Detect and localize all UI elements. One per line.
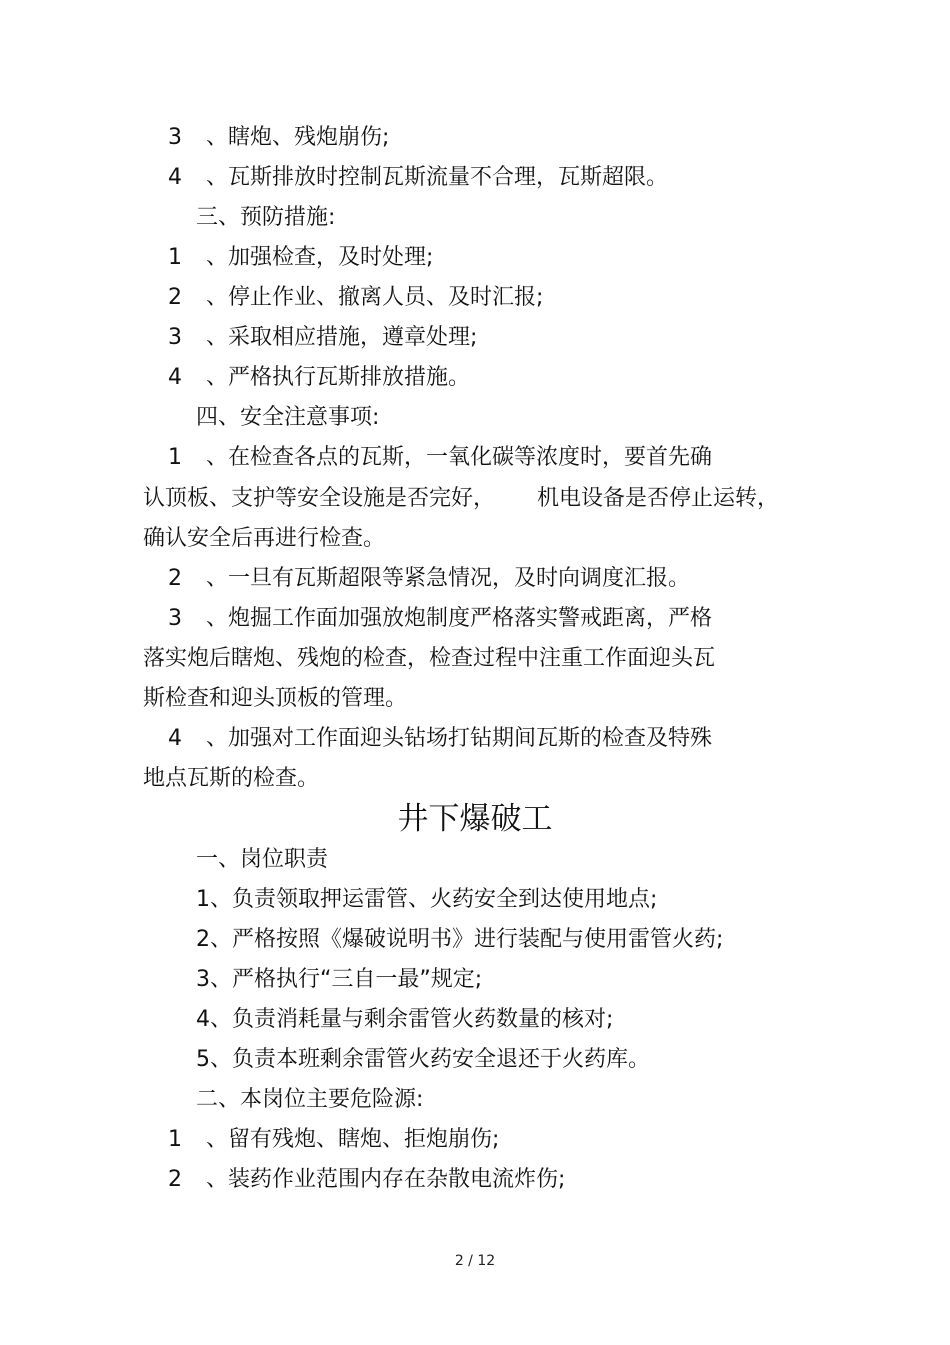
duty-item-3: 3、严格执行“三自一最”规定; bbox=[196, 967, 483, 992]
safety-heading: 四、安全注意事项: bbox=[196, 405, 380, 430]
item-text: 、装药作业范围内存在杂散电流炸伤; bbox=[206, 1167, 566, 1192]
page-indicator: 2 / 12 bbox=[454, 1253, 496, 1269]
safety-item-3-line-2: 落实炮后瞎炮、残炮的检查，检查过程中注重工作面迎头瓦 bbox=[143, 646, 716, 671]
safety-item-1-line-1 bbox=[168, 443, 712, 473]
prevention-item-4 bbox=[168, 363, 470, 393]
item-text: 、停止作业、撤离人员、及时汇报; bbox=[206, 285, 544, 310]
item-number: 4 bbox=[168, 365, 182, 390]
item-text: 、瓦斯排放时控制瓦斯流量不合理，瓦斯超限。 bbox=[206, 165, 669, 190]
prevention-item-3 bbox=[168, 323, 477, 353]
prevention-item-1 bbox=[168, 243, 433, 273]
item-number: 1 bbox=[168, 445, 182, 470]
item-number: 2 bbox=[168, 566, 182, 591]
blaster-hazard-item-2 bbox=[168, 1165, 565, 1195]
item-number: 4 bbox=[168, 726, 182, 751]
hazard-item-3 bbox=[168, 123, 389, 153]
item-text: 、瞎炮、残炮崩伤; bbox=[206, 125, 390, 150]
item-number: 2 bbox=[168, 1167, 182, 1192]
duties-heading: 一、岗位职责 bbox=[196, 847, 329, 872]
duty-item-5: 5、负责本班剩余雷管火药安全退还于火药库。 bbox=[196, 1047, 650, 1072]
prevention-item-2 bbox=[168, 283, 543, 313]
item-number: 3 bbox=[168, 125, 182, 150]
item-text: 、严格执行瓦斯排放措施。 bbox=[206, 365, 471, 390]
item-text: 、在检查各点的瓦斯，一氧化碳等浓度时，要首先确 bbox=[206, 445, 713, 470]
item-text: 、加强对工作面迎头钻场打钻期间瓦斯的检查及特殊 bbox=[206, 726, 713, 751]
duty-item-4: 4、负责消耗量与剩余雷管火药数量的核对; bbox=[196, 1007, 614, 1032]
duty-item-1: 1、负责领取押运雷管、火药安全到达使用地点; bbox=[196, 887, 658, 912]
safety-item-1-line-2: 认顶板、支护等安全设施是否完好， 机电设备是否停止运转， bbox=[143, 486, 779, 511]
prevention-heading: 三、预防措施: bbox=[196, 205, 336, 230]
safety-item-1-line-3: 确认安全后再进行检查。 bbox=[143, 526, 386, 551]
item-number: 1 bbox=[168, 1127, 182, 1152]
duty-item-2: 2、严格按照《爆破说明书》进行装配与使用雷管火药; bbox=[196, 927, 724, 952]
item-text: 、一旦有瓦斯超限等紧急情况，及时向调度汇报。 bbox=[206, 566, 691, 591]
item-number: 2 bbox=[168, 285, 182, 310]
item-number: 1 bbox=[168, 245, 182, 270]
safety-item-3-line-3: 斯检查和迎头顶板的管理。 bbox=[143, 686, 408, 711]
hazards-heading: 二、本岗位主要危险源: bbox=[196, 1087, 424, 1112]
safety-item-4-line-1 bbox=[168, 724, 712, 754]
item-text: 、加强检查，及时处理; bbox=[206, 245, 434, 270]
item-number: 4 bbox=[168, 165, 182, 190]
item-number: 3 bbox=[168, 325, 182, 350]
safety-item-2 bbox=[168, 564, 690, 594]
item-text: 、采取相应措施，遵章处理; bbox=[206, 325, 478, 350]
blaster-hazard-item-1 bbox=[168, 1125, 499, 1155]
item-text: 、留有残炮、瞎炮、拒炮崩伤; bbox=[206, 1127, 500, 1152]
safety-item-4-line-2: 地点瓦斯的检查。 bbox=[143, 766, 320, 791]
section-title: 井下爆破工 bbox=[397, 801, 553, 837]
safety-item-3-line-1 bbox=[168, 604, 712, 634]
item-number: 3 bbox=[168, 606, 182, 631]
hazard-item-4 bbox=[168, 163, 668, 193]
item-text: 、炮掘工作面加强放炮制度严格落实警戒距离，严格 bbox=[206, 606, 713, 631]
